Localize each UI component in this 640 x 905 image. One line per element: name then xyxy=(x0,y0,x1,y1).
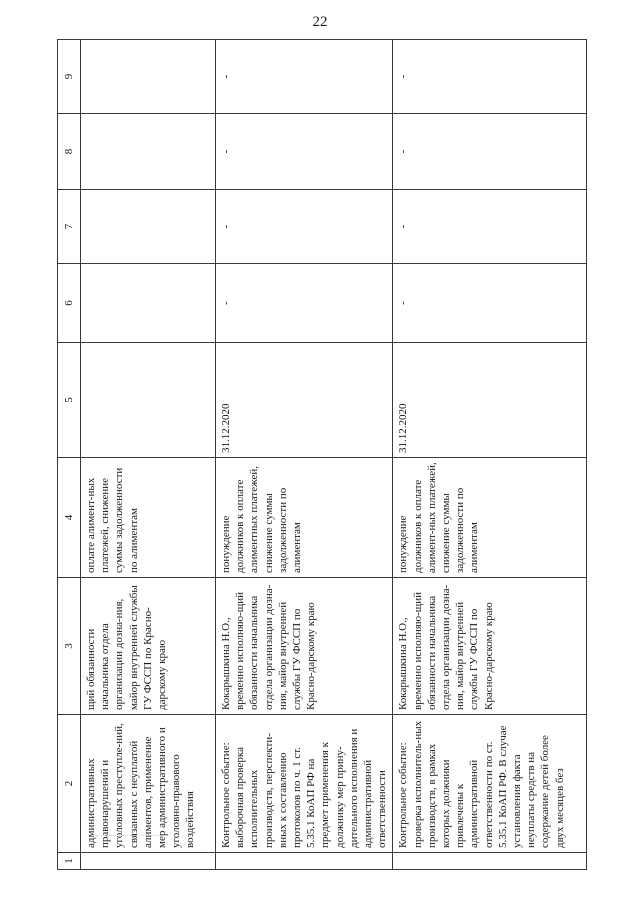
cell-col8: - xyxy=(393,114,587,190)
column-header-3: 3 xyxy=(58,578,81,715)
column-header-7: 7 xyxy=(58,190,81,264)
column-header-6: 6 xyxy=(58,264,81,343)
cell-col7 xyxy=(81,190,216,264)
page-number: 22 xyxy=(312,14,328,30)
cell-result: оплате алимент-ных платежей, снижение суммы задолженности по алиментам xyxy=(81,458,216,578)
cell-event: административных правонарушений и уголовных преступле-ний, связанных с неуплатой алиментов, применение мер административного и уголовно-правового воздействия xyxy=(81,715,216,853)
cell-col6: - xyxy=(393,264,587,343)
cell-deadline: 31.12.2020 xyxy=(393,343,587,458)
cell-col9: - xyxy=(393,40,587,114)
cell-col9 xyxy=(81,40,216,114)
cell-number xyxy=(393,853,587,870)
cell-col9: - xyxy=(216,40,393,114)
cell-event: Контрольное событие: проверка исполнитель-ных производств, в рамках которых должники привлечены к административной ответственности по ст. 5.35.1 КоАП РФ. В случае установления факта неуплаты средств на содержание детей более двух месяцев без xyxy=(393,715,587,853)
cell-number xyxy=(216,853,393,870)
column-header-1: 1 xyxy=(58,853,81,870)
table-row xyxy=(393,40,587,870)
table-row xyxy=(216,40,393,870)
cell-number xyxy=(81,853,216,870)
cell-deadline xyxy=(81,343,216,458)
column-header-4: 4 xyxy=(58,458,81,578)
cell-col7: - xyxy=(393,190,587,264)
cell-responsible: Кокарышкина Н.О., временно исполняю-щий обязанности начальника отдела организации дозна-ния, майор внутренней службы ГУ ФССП по Красно-дарскому краю xyxy=(216,578,393,715)
cell-deadline: 31.12.2020 xyxy=(216,343,393,458)
cell-col8: - xyxy=(216,114,393,190)
scan-artifact xyxy=(96,835,166,842)
table-row xyxy=(81,40,216,870)
plan-table xyxy=(57,39,587,870)
cell-result: понуждение должников к оплате алимент-ных платежей, снижение суммы задолженности по алиментам xyxy=(393,458,587,578)
cell-result: понуждение должников к оплате алиментных платежей, снижение суммы задолженности по алиментам xyxy=(216,458,393,578)
header-row xyxy=(58,40,81,870)
cell-event: Контрольное событие: выборочная проверка исполнительных производств, перспекти-вных к составлению протоколов по ч. 1 ст. 5.35.1 КоАП РФ на предмет применения к должнику мер прину-дительного исполнения и административной ответственности xyxy=(216,715,393,853)
cell-responsible: щий обязанности начальника отдела организации дозна-ния, майор внутренней службы ГУ ФССП по Красно-дарскому краю xyxy=(81,578,216,715)
rotated-table-wrapper xyxy=(57,40,587,870)
cell-col6 xyxy=(81,264,216,343)
cell-responsible: Кокарышкина Н.О., временно исполняю-щий обязанности начальника отдела организации дозна-ния, майор внутренней службы ГУ ФССП по Красно-дарскому краю xyxy=(393,578,587,715)
cell-col8 xyxy=(81,114,216,190)
column-header-5: 5 xyxy=(58,343,81,458)
cell-col6: - xyxy=(216,264,393,343)
rotated-table-area xyxy=(57,40,587,870)
column-header-2: 2 xyxy=(58,715,81,853)
cell-col7: - xyxy=(216,190,393,264)
column-header-8: 8 xyxy=(58,114,81,190)
column-header-9: 9 xyxy=(58,40,81,114)
